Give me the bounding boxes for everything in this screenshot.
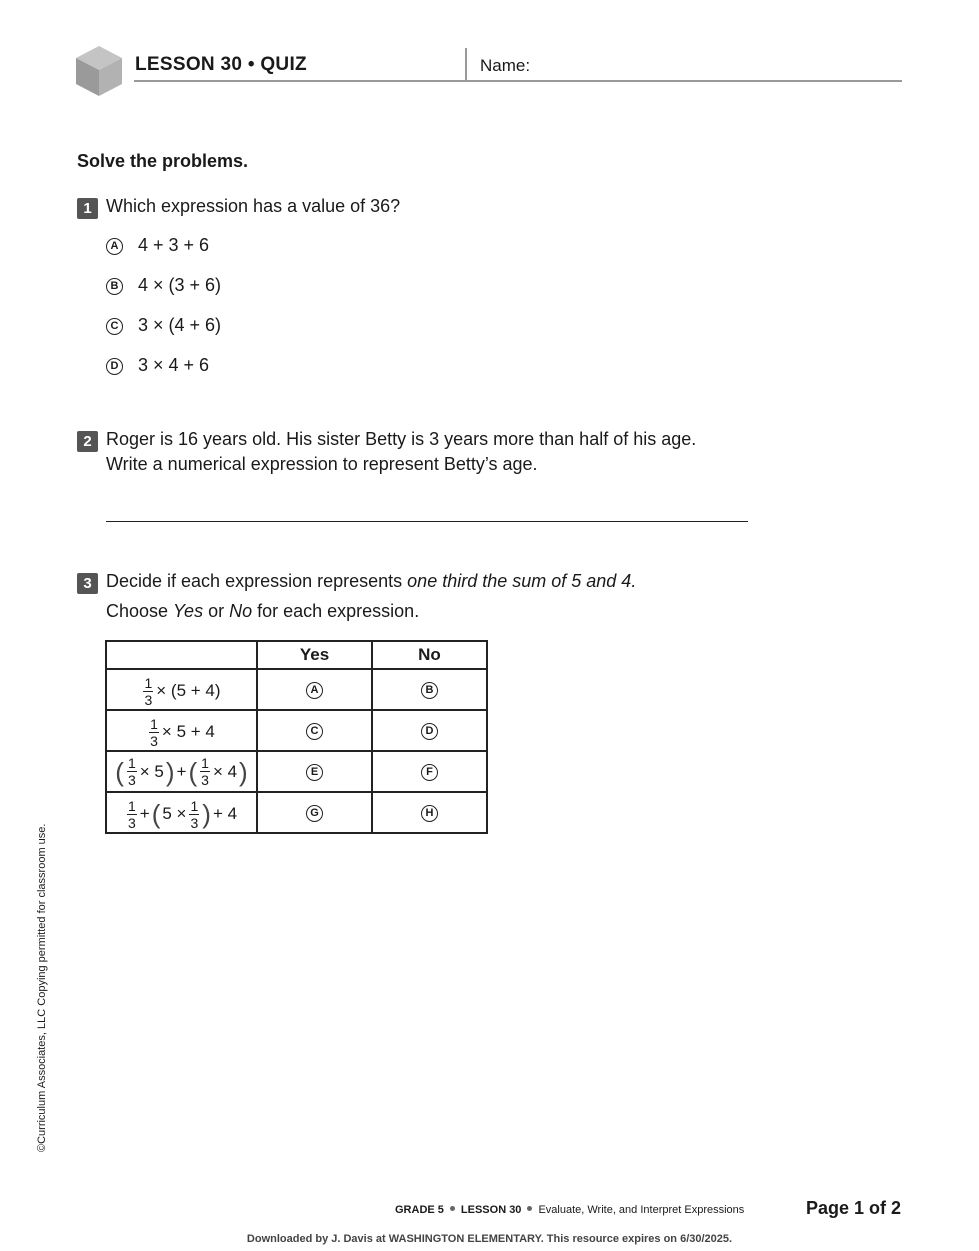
choice-bubble[interactable]: B [106,278,123,295]
fraction-one-third: $\frac{1}{3}$ [201,755,209,788]
answer-line[interactable] [106,521,748,522]
question-3-number: 3 [77,573,98,594]
footer-topic: Evaluate, Write, and Interpret Expressions [538,1204,745,1216]
fraction-one-third: $\frac{1}{3}$ [144,674,153,708]
fraction-one-third: $\frac{1}{3}$ [127,797,136,831]
choice-expression: 3 × (4 + 6) [138,315,222,335]
q1-choice-a[interactable] [106,235,209,256]
fraction-one-third: $\frac{1}{3}$ [190,797,199,831]
no-cell[interactable] [372,792,487,833]
question-1-text: Which expression has a value of 36? [106,196,401,216]
q1-choice-c[interactable] [106,315,221,336]
answer-bubble[interactable]: B [421,682,438,699]
choice-expression: 4 × (3 + 6) [138,275,222,295]
yes-cell[interactable] [257,751,372,792]
table-header-blank [106,641,257,669]
question-3-line-1: Decide if each expression represents one third the sum of 5 and 4. [106,571,637,591]
lesson-title: LESSON 30 • QUIZ [135,54,307,75]
answer-bubble[interactable]: E [306,764,323,781]
table-header-yes: Yes [257,641,372,669]
download-note: Downloaded by J. Davis at WASHINGTON ELEMENTARY. This resource expires on 6/30/2025. [246,1233,733,1245]
no-cell[interactable] [372,751,487,792]
no-cell[interactable] [372,669,487,710]
answer-bubble[interactable]: F [421,764,438,781]
yes-cell[interactable] [257,710,372,751]
answer-bubble[interactable]: H [421,805,438,822]
header-divider [465,48,467,82]
answer-bubble[interactable]: A [306,682,323,699]
table-header-no: No [372,641,487,669]
table-row [106,792,487,833]
table-header-row [106,641,487,669]
table-row [106,710,487,751]
yes-no-table [105,640,488,834]
fraction-one-third: $\frac{1}{3}$ [127,755,136,788]
q1-choice-d[interactable] [106,355,209,376]
yes-cell[interactable] [257,792,372,833]
table-row [106,751,487,792]
choice-bubble[interactable]: C [106,318,123,335]
choice-expression: 3 × 4 + 6 [138,355,210,375]
answer-bubble[interactable]: D [421,723,438,740]
question-1-number: 1 [77,198,98,219]
bullet-icon [527,1206,532,1211]
expression-text: × (5 + 4) [156,681,221,700]
table-row [106,669,487,710]
copyright-note: ©Curriculum Associates, LLC Copying permitted for classroom use. [36,823,48,1152]
q1-choice-b[interactable] [106,275,221,296]
no-cell[interactable] [372,710,487,751]
expression-cell: ( $\frac{1}{3}$ × 5 ) + ( $\frac{1}{3}$ × 4 ) [106,751,257,792]
choice-bubble[interactable]: A [106,238,123,255]
header-rule [134,80,466,82]
question-3-line-2: Choose Yes or No for each expression. [106,601,420,621]
directions: Solve the problems. [77,151,249,171]
footer-breadcrumb [395,1204,744,1216]
choice-bubble[interactable]: D [106,358,123,375]
answer-bubble[interactable]: C [306,723,323,740]
expression-cell: $\frac{1}{3}$ + ( 5 × $\frac{1}{3}$ ) + 4 [106,792,257,833]
answer-bubble[interactable]: G [306,805,323,822]
question-2-line-2: Write a numerical expression to represent Betty’s age. [106,454,538,474]
question-2-line-1: Roger is 16 years old. His sister Betty is 3 years more than half of his age. [106,429,697,449]
expression-cell [106,669,257,710]
expression-cell [106,710,257,751]
expression-text: × 5 + 4 [161,722,215,741]
lesson-cube-icon [74,44,124,98]
footer-grade: GRADE 5 [395,1204,444,1216]
name-field-line[interactable] [466,80,902,82]
name-label: Name: [480,56,531,75]
footer-lesson: LESSON 30 [460,1204,522,1216]
fraction-one-third: $\frac{1}{3}$ [150,715,158,749]
page-number: Page 1 of 2 [805,1198,901,1218]
bullet-icon [450,1206,455,1211]
choice-expression: 4 + 3 + 6 [138,235,210,255]
question-2-number: 2 [77,431,98,452]
yes-cell[interactable] [257,669,372,710]
